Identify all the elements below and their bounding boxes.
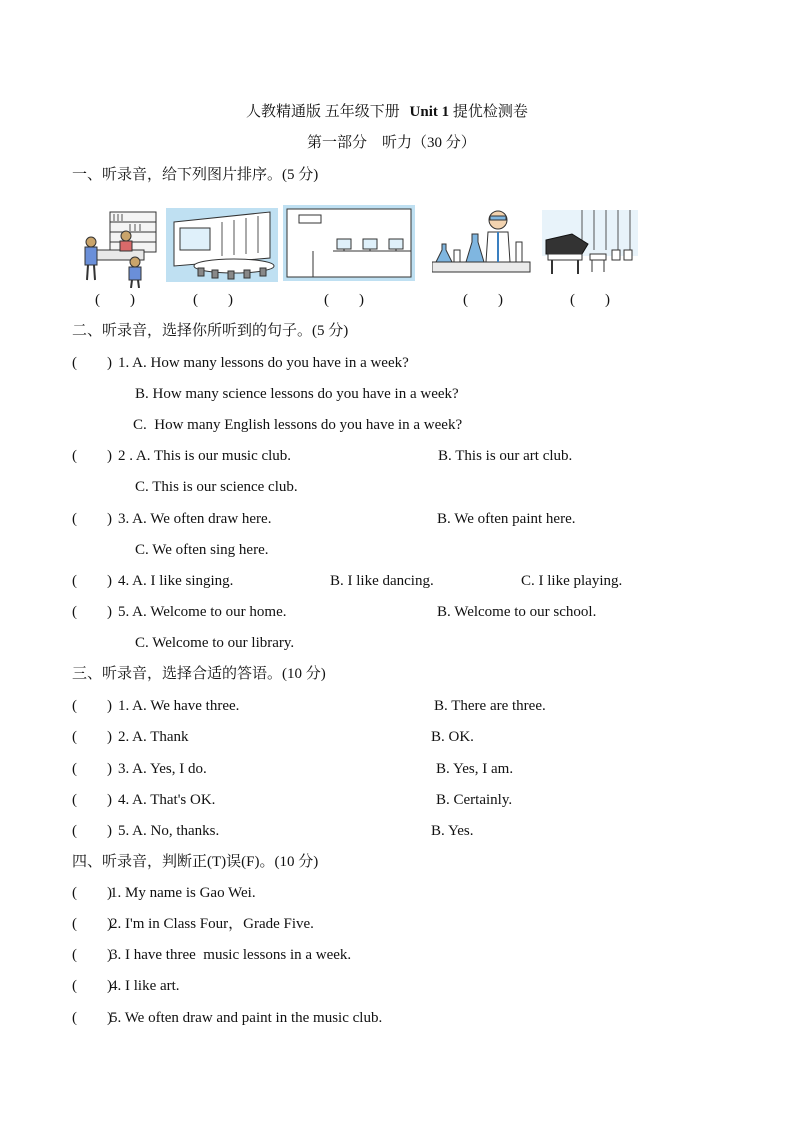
answer-blank[interactable]: ( ) — [72, 1010, 112, 1026]
question-text: 2. A. Thank — [118, 729, 189, 745]
statement-text: 5. We often draw and paint in the music club. — [110, 1010, 383, 1026]
question-text: 5. A. Welcome to our home. — [118, 604, 287, 620]
part-title: 第一部分 听力（30 分） — [307, 135, 476, 151]
meeting-room-icon — [166, 208, 278, 282]
title-unit: Unit 1 — [409, 104, 450, 120]
question-text: 4. A. That's OK. — [118, 792, 216, 808]
question-text: 2 . A. This is our music club. — [118, 448, 292, 464]
option-text: B. OK. — [431, 729, 474, 745]
option-text: C. We often sing here. — [135, 542, 269, 558]
option-text: B. This is our art club. — [438, 448, 573, 464]
picture-4-blank[interactable]: ( ) — [463, 292, 503, 308]
option-text: C. Welcome to our library. — [135, 635, 295, 651]
music-room-icon — [542, 210, 638, 280]
question-text: 1. A. How many lessons do you have in a week? — [118, 355, 409, 371]
option-text: B. Yes. — [431, 823, 474, 839]
section1-heading: 一、听录音，给下列图片排序。(5 分) — [72, 167, 319, 183]
answer-blank[interactable]: ( ) — [72, 761, 112, 777]
statement-text: 3. I have three music lessons in a week. — [110, 947, 352, 963]
title-grade: 人教精通版 五年级下册 — [246, 104, 400, 120]
statement-text: 2. I'm in Class Four，Grade Five. — [110, 916, 314, 932]
option-text: B. Yes, I am. — [436, 761, 514, 777]
picture-2-blank[interactable]: ( ) — [193, 292, 233, 308]
option-text: C. This is our science club. — [135, 479, 298, 495]
question-text: 1. A. We have three. — [118, 698, 240, 714]
option-text: C. How many English lessons do you have in a week? — [133, 417, 463, 433]
question-text: 3. A. Yes, I do. — [118, 761, 207, 777]
statement-text: 4. I like art. — [110, 978, 180, 994]
question-text: 5. A. No, thanks. — [118, 823, 220, 839]
question-text: 4. A. I like singing. — [118, 573, 234, 589]
picture-1-blank[interactable]: ( ) — [95, 292, 135, 308]
science-lab-icon — [432, 204, 532, 280]
option-text: B. We often paint here. — [437, 511, 576, 527]
library-scene-icon — [80, 206, 160, 288]
answer-blank[interactable]: ( ) — [72, 355, 112, 371]
answer-blank[interactable]: ( ) — [72, 978, 112, 994]
answer-blank[interactable]: ( ) — [72, 792, 112, 808]
computer-room-icon — [283, 205, 415, 281]
title-rest: 提优检测卷 — [452, 104, 528, 120]
answer-blank[interactable]: ( ) — [72, 448, 112, 464]
question-text: 3. A. We often draw here. — [118, 511, 272, 527]
option-text: C. I like playing. — [521, 573, 623, 589]
answer-blank[interactable]: ( ) — [72, 698, 112, 714]
option-text: B. Certainly. — [436, 792, 513, 808]
picture-3-blank[interactable]: ( ) — [324, 292, 364, 308]
answer-blank[interactable]: ( ) — [72, 511, 112, 527]
answer-blank[interactable]: ( ) — [72, 885, 112, 901]
option-text: B. How many science lessons do you have in a week? — [135, 386, 459, 402]
statement-text: 1. My name is Gao Wei. — [110, 885, 256, 901]
option-text: B. There are three. — [434, 698, 546, 714]
answer-blank[interactable]: ( ) — [72, 947, 112, 963]
page-title — [246, 103, 528, 121]
answer-blank[interactable]: ( ) — [72, 729, 112, 745]
option-text: B. I like dancing. — [330, 573, 434, 589]
option-text: B. Welcome to our school. — [437, 604, 597, 620]
answer-blank[interactable]: ( ) — [72, 573, 112, 589]
section2-heading: 二、听录音，选择你所听到的句子。(5 分) — [72, 323, 349, 339]
answer-blank[interactable]: ( ) — [72, 916, 112, 932]
picture-5-blank[interactable]: ( ) — [570, 292, 610, 308]
section4-heading: 四、听录音，判断正(T)误(F)。(10 分) — [72, 854, 319, 870]
answer-blank[interactable]: ( ) — [72, 823, 112, 839]
section3-heading: 三、听录音，选择合适的答语。(10 分) — [72, 666, 326, 682]
answer-blank[interactable]: ( ) — [72, 604, 112, 620]
